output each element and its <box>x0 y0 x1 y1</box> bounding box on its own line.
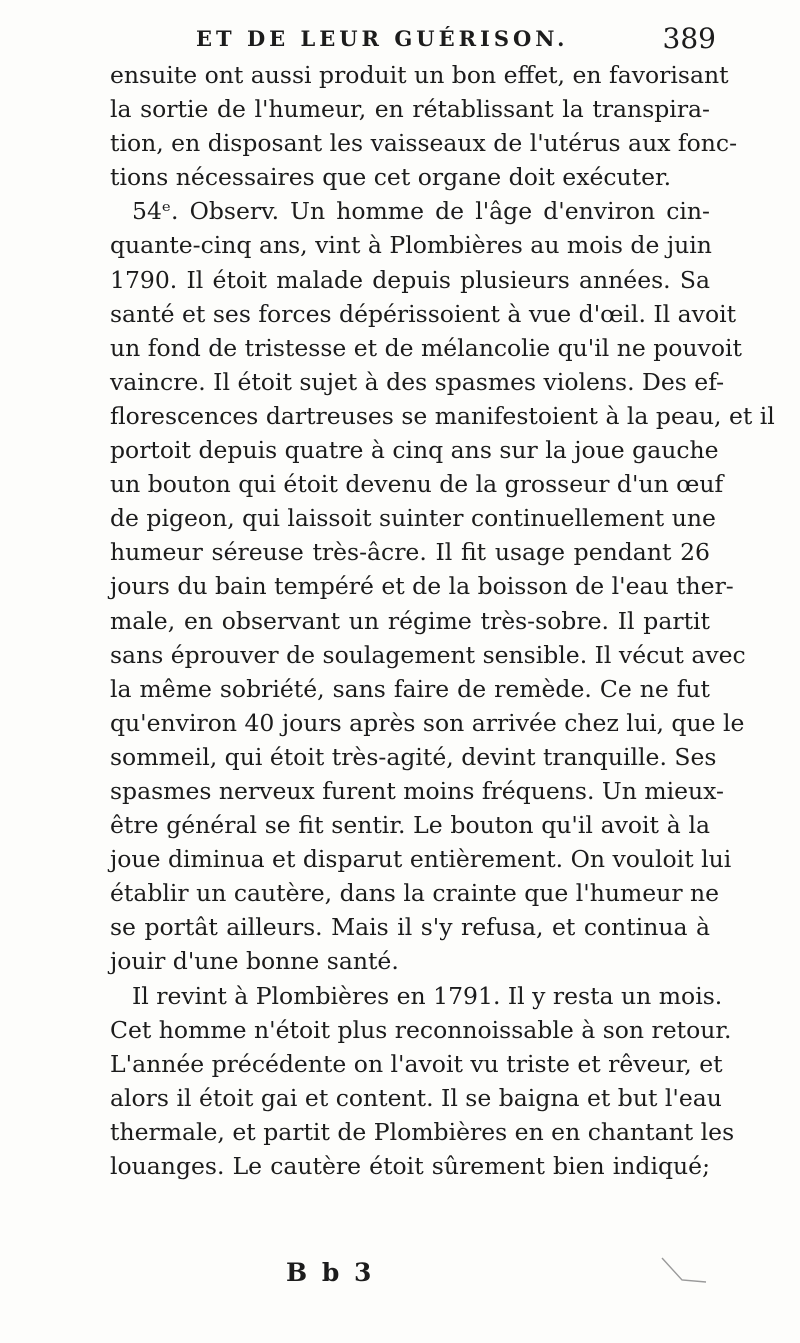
text-line: être général se fit sentir. Le bouton qu'il avoit à la <box>110 811 710 840</box>
text-line: qu'environ 40 jours après son arrivée chez lui, que le <box>110 708 745 737</box>
text-line: male, en observant un régime très-sobre. Il partit <box>110 606 710 635</box>
pencil-mark-icon <box>660 1256 708 1286</box>
running-title: ET DE LEUR GUÉRISON. <box>196 26 569 51</box>
text-line: un bouton qui étoit devenu de la grosseur d'un œuf <box>110 470 724 499</box>
text-line: sommeil, qui étoit très-agité, devint tranquille. Ses <box>110 742 717 771</box>
text-line: louanges. Le cautère étoit sûrement bien indiqué; <box>110 1152 710 1180</box>
text-line: thermale, et partit de Plombières en en chantant les <box>110 1117 735 1146</box>
text-line: établir un cautère, dans la crainte que l'humeur ne <box>110 879 720 908</box>
observation-heading-line: 54ᵉ. Observ. Un homme de l'âge d'environ cin- <box>132 197 710 226</box>
page-header <box>196 22 716 62</box>
text-line: 1790. Il étoit malade depuis plusieurs années. Sa <box>110 265 710 294</box>
text-line: florescences dartreuses se manifestoient à la peau, et il <box>110 401 775 430</box>
text-line: alors il étoit gai et content. Il se baigna et but l'eau <box>110 1083 722 1112</box>
text-line: Cet homme n'étoit plus reconnoissable à son retour. <box>110 1015 732 1044</box>
text-line: sans éprouver de soulagement sensible. Il vécut avec <box>110 640 746 669</box>
text-line: L'année précédente on l'avoit vu triste et rêveur, et <box>110 1049 723 1078</box>
text-line: se portât ailleurs. Mais il s'y refusa, et continua à <box>110 913 710 942</box>
text-line: humeur séreuse très-âcre. Il fit usage pendant 26 <box>110 538 710 567</box>
text-line: portoit depuis quatre à cinq ans sur la joue gauche <box>110 436 719 465</box>
text-line: tions nécessaires que cet organe doit exécuter. <box>110 163 672 192</box>
text-line: la sortie de l'humeur, en rétablissant la transpira- <box>110 95 710 124</box>
text-line: quante-cinq ans, vint à Plombières au mois de juin <box>110 231 712 260</box>
text-line: de pigeon, qui laissoit suinter continuellement une <box>110 504 716 533</box>
text-line: la même sobriété, sans faire de remède. Ce ne fut <box>110 674 710 703</box>
text-line: Il revint à Plombières en 1791. Il y resta un mois. <box>132 981 723 1010</box>
text-line: ensuite ont aussi produit un bon effet, en favorisant <box>110 61 729 89</box>
page-body-text <box>110 58 775 1183</box>
page-number: 389 <box>662 22 716 55</box>
text-line: tion, en disposant les vaisseaux de l'utérus aux fonc- <box>110 129 738 158</box>
text-line: santé et ses forces dépérissoient à vue d'œil. Il avoit <box>110 299 737 328</box>
text-line: jouir d'une bonne santé. <box>110 947 399 976</box>
signature-mark: B b 3 <box>286 1258 375 1287</box>
text-line: un fond de tristesse et de mélancolie qu'il ne pouvoit <box>110 333 742 362</box>
text-line: vaincre. Il étoit sujet à des spasmes violens. Des ef- <box>110 367 725 396</box>
text-line: joue diminua et disparut entièrement. On vouloit lui <box>110 845 732 874</box>
text-line: spasmes nerveux furent moins fréquens. Un mieux- <box>110 776 724 805</box>
text-line: jours du bain tempéré et de la boisson de l'eau ther- <box>110 572 734 601</box>
